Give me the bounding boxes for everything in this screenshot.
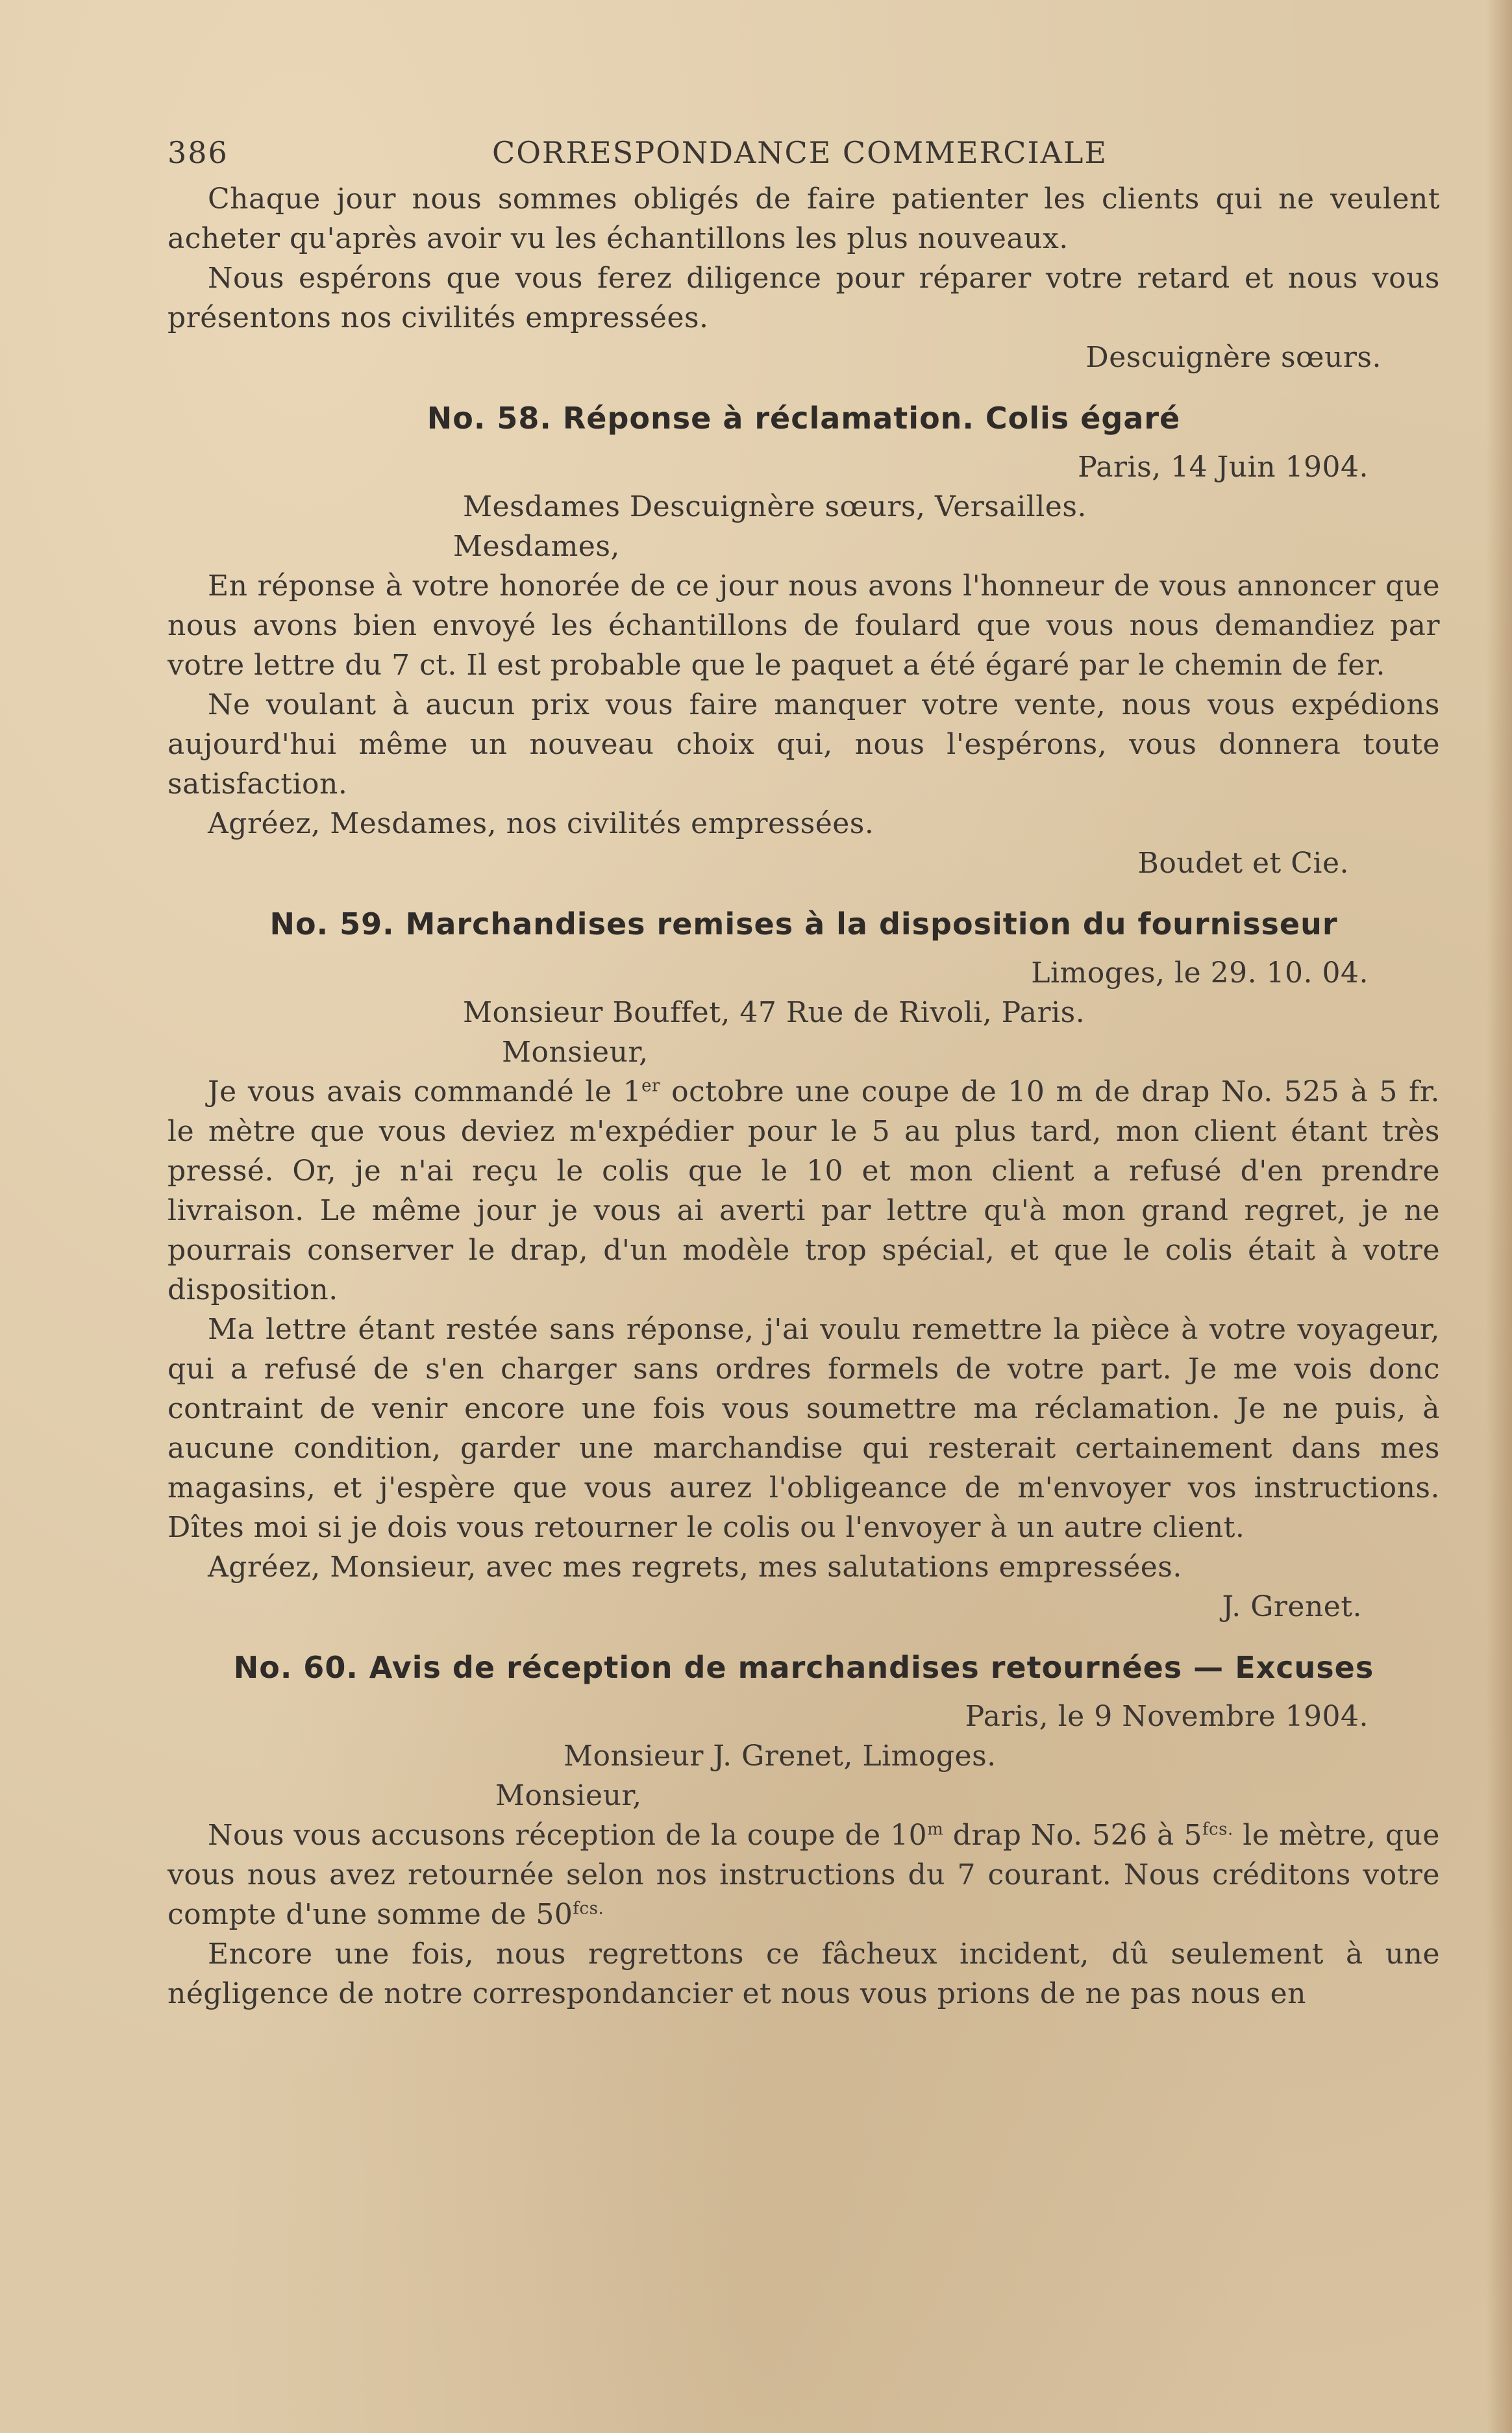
paragraph: Chaque jour nous sommes obligés de faire patienter les clients qui ne veulent acheter qu'après avoir vu les échantillons les plus nouveaux. [167, 182, 1440, 255]
book-page [167, 127, 1440, 2014]
superscript: er [641, 1076, 660, 1096]
letter-heading: No. 60. Avis de réception de marchandises retournées — Excuses [233, 1650, 1374, 1685]
signature: Descuignère sœurs. [1085, 341, 1382, 374]
letter-heading: No. 59. Marchandises remises à la disposition du fournisseur [269, 906, 1338, 942]
paragraph: En réponse à votre honorée de ce jour nous avons l'honneur de vous annoncer que nous avons bien envoyé les échantillons de foulard que vous nous demandiez par votre lettre du 7 ct. Il est probable que le paquet a été égaré par le chemin de fer. [167, 569, 1440, 682]
paragraph: Encore une fois, nous regrettons ce fâcheux incident, dû seulement à une négligence de notre correspondancier et nous vous prions de ne pas nous en [167, 1938, 1440, 2010]
running-header [167, 127, 1440, 179]
signature: J. Grenet. [1222, 1590, 1362, 1623]
text-run: Je vous avais commandé le 1 [208, 1075, 642, 1108]
paragraph [167, 1815, 1440, 1934]
text-run: octobre une coupe de 10 m de drap No. 525 à 5 fr. le mètre que vous deviez m'expédier pour le 5 au plus tard, mon client étant très pressé. Or, je n'ai reçu le colis que le 10 et mon client a refusé d'en prendre livraison. Le même jour je vous ai averti par lettre qu'à mon grand regret, je ne pourrais conserver le drap, d'un modèle trop spécial, et que le colis était à votre disposition. [167, 1075, 1441, 1306]
paragraph: Ma lettre étant restée sans réponse, j'ai voulu remettre la pièce à votre voyageur, qui a refusé de s'en charger sans ordres formels de votre part. Je me vois donc contraint de venir encore une fois vous soumettre ma réclamation. Je ne puis, à aucune condition, garder une marchandise qui resterait certainement dans mes magasins, et j'espère que vous aurez l'obligeance de m'envoyer vos instructions. Dîtes moi si je dois vous retourner le colis ou l'envoyer à un autre client. [167, 1313, 1440, 1544]
text-run: Nous vous accusons réception de la coupe de 10 [208, 1819, 928, 1852]
letter-address: Mesdames Descuignère sœurs, Versailles. [463, 490, 1087, 523]
superscript: m [927, 1819, 944, 1840]
letter-salutation: Mesdames, [453, 530, 620, 563]
superscript: fcs. [573, 1899, 604, 1919]
letter-date: Limoges, le 29. 10. 04. [1031, 956, 1369, 990]
paragraph [167, 1072, 1440, 1310]
page-edge-shadow [1486, 0, 1512, 2433]
page-number: 386 [167, 135, 229, 170]
paragraph: Nous espérons que vous ferez diligence pour réparer votre retard et nous vous présentons nos civilités empressées. [167, 262, 1440, 334]
letter-heading: No. 58. Réponse à réclamation. Colis égaré [427, 401, 1181, 436]
letter-address: Monsieur J. Grenet, Limoges. [564, 1740, 997, 1773]
superscript: fcs. [1202, 1819, 1233, 1840]
letter-59 [167, 906, 1440, 1627]
letter-salutation: Monsieur, [495, 1779, 642, 1812]
running-title: CORRESPONDANCE COMMERCIALE [492, 135, 1108, 170]
letter-date: Paris, 14 Juin 1904. [1078, 451, 1369, 484]
paragraph: Ne voulant à aucun prix vous faire manquer votre vente, nous vous expédions aujourd'hui même un nouveau choix qui, nous l'espérons, vous donnera toute satisfaction. [167, 688, 1440, 801]
text-run: le mètre, que vous nous avez retournée selon nos instructions du 7 courant. Nous créditons votre compte d'une somme de 50 [167, 1819, 1440, 1931]
text-run: drap No. 526 à 5 [943, 1819, 1202, 1852]
letter-salutation: Monsieur, [502, 1036, 649, 1069]
paragraph: Agréez, Mesdames, nos civilités empressées. [208, 807, 874, 840]
letter-58 [167, 401, 1440, 883]
signature: Boudet et Cie. [1137, 847, 1349, 880]
paragraph: Agréez, Monsieur, avec mes regrets, mes salutations empressées. [208, 1551, 1182, 1584]
letter-address: Monsieur Bouffet, 47 Rue de Rivoli, Paris. [463, 996, 1085, 1029]
letter-date: Paris, le 9 Novembre 1904. [965, 1700, 1369, 1733]
letter-60 [167, 1650, 1440, 2014]
intro-letter-end [167, 179, 1440, 377]
